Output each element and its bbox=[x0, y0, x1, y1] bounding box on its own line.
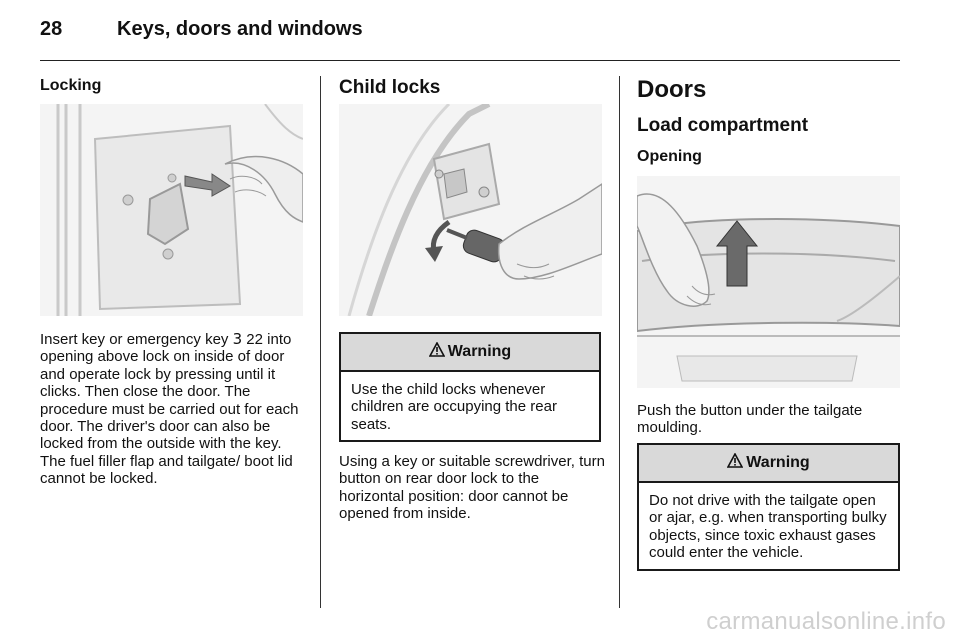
warning-title: Warning bbox=[746, 454, 810, 471]
tailgate-warning-text: Do not drive with the tailgate open or ajar, e.g. when transporting bulky objects, since toxic exhaust gases could enter the vehicle. bbox=[649, 492, 887, 562]
warning-triangle-icon bbox=[429, 342, 445, 362]
locking-instructions bbox=[40, 331, 308, 488]
column-divider-right bbox=[619, 76, 620, 608]
locking-heading: Locking bbox=[40, 77, 102, 94]
load-compartment-heading: Load compartment bbox=[637, 115, 809, 136]
page-number: 28 bbox=[40, 18, 63, 40]
site-watermark: carmanualsonline.info bbox=[706, 608, 946, 635]
tailgate-instructions: Push the button under the tailgate moulding. bbox=[637, 402, 863, 437]
child-lock-drawing bbox=[339, 104, 602, 316]
child-locks-heading: Child locks bbox=[339, 77, 441, 98]
tailgate-warning-header bbox=[639, 445, 898, 483]
door-lock-illustration bbox=[40, 104, 303, 316]
child-lock-warning-text: Use the child locks whenever children are occupying the rear seats. bbox=[351, 381, 557, 433]
opening-heading: Opening bbox=[637, 148, 702, 165]
child-lock-instructions: Using a key or suitable screwdriver, turn button on rear door lock to the horizontal position: door cannot be opened from inside. bbox=[339, 453, 605, 523]
header-divider bbox=[40, 60, 900, 61]
warning-triangle-icon bbox=[727, 453, 743, 473]
locking-text-start: Insert key or emergency key bbox=[40, 331, 233, 348]
warning-title: Warning bbox=[447, 343, 512, 360]
door-lock-drawing bbox=[40, 104, 303, 316]
tailgate-drawing bbox=[637, 176, 900, 388]
section-title: Keys, doors and windows bbox=[117, 18, 363, 40]
page-reference-arrow-icon: 3 bbox=[232, 330, 243, 348]
child-lock-illustration bbox=[339, 104, 602, 316]
child-lock-warning-header bbox=[341, 334, 599, 372]
doors-heading: Doors bbox=[637, 76, 707, 103]
locking-text-rest: 22 into opening above lock on inside of door and operate lock by pressing until it clicks. Then close the door. The procedure must be carried out for each door. The driver's door can also be locked from the outside with the key. The fuel filler flap and tailgate/ boot lid cannot be locked. bbox=[40, 331, 299, 488]
child-lock-warning bbox=[339, 332, 601, 442]
tailgate-warning bbox=[637, 443, 900, 571]
tailgate-illustration bbox=[637, 176, 900, 388]
column-divider-left bbox=[320, 76, 321, 608]
